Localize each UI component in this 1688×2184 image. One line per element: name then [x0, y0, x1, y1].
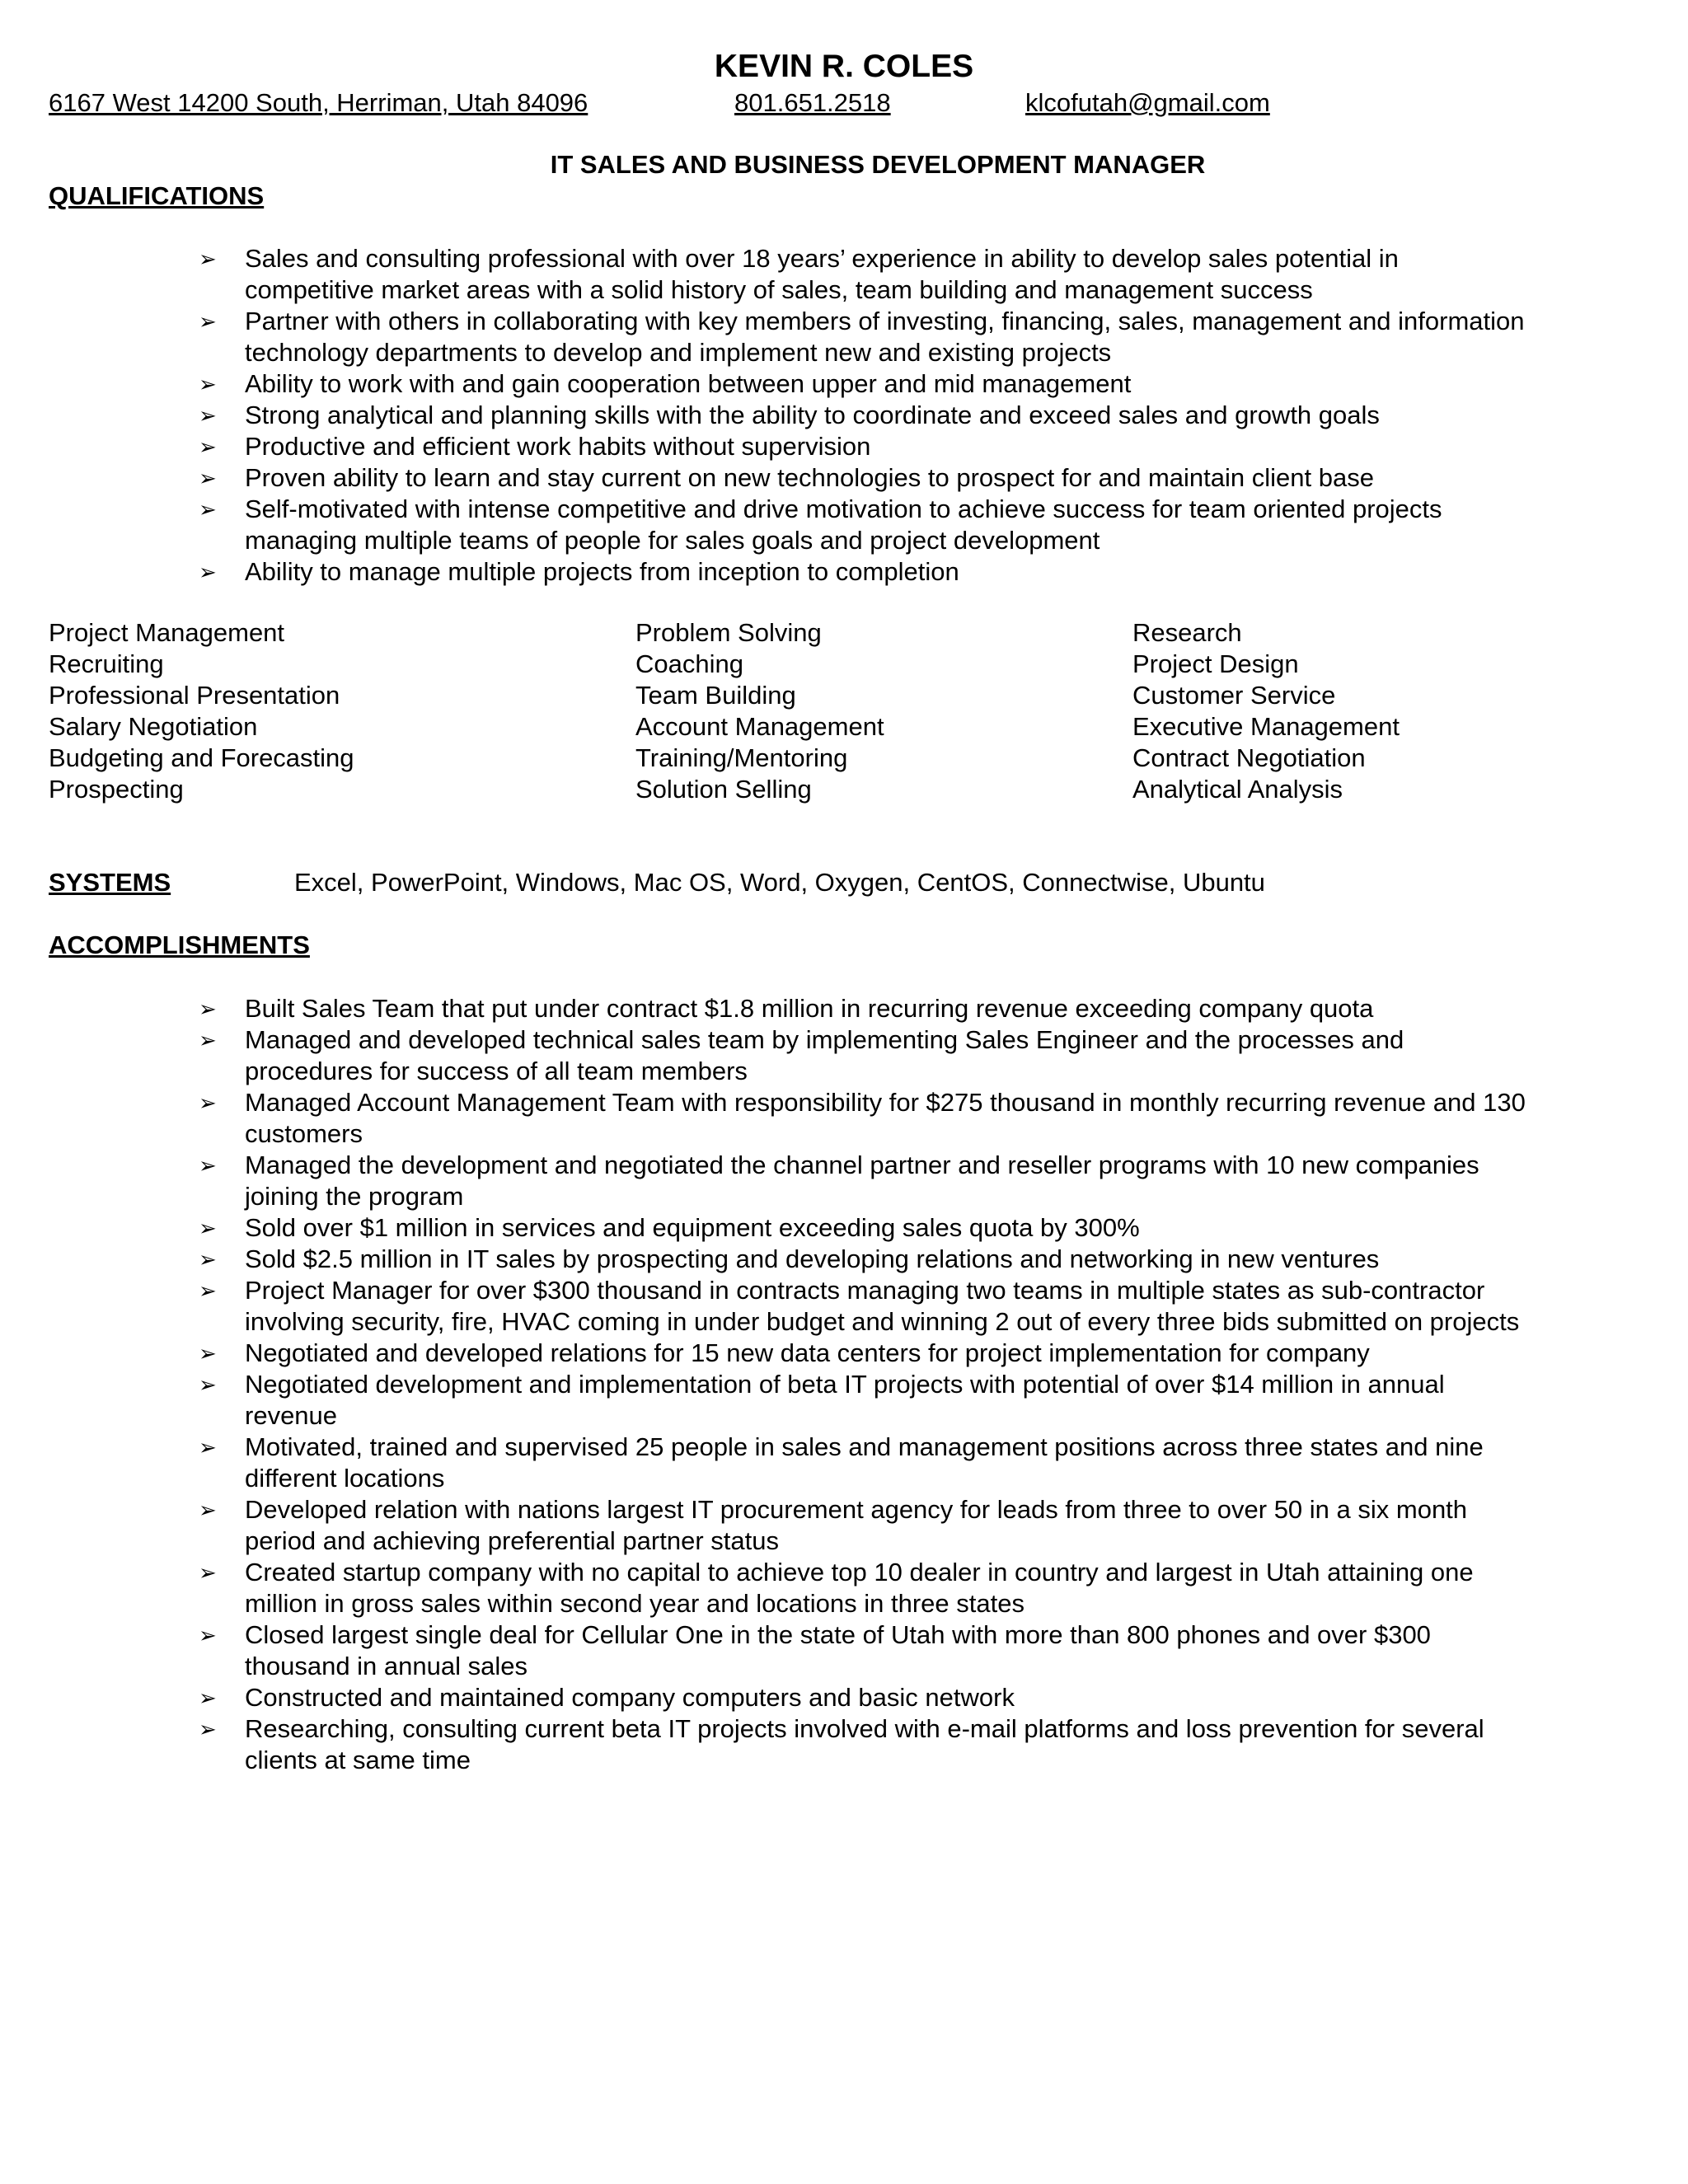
skill-item: Project Design	[1132, 649, 1299, 678]
skills-column-2	[635, 617, 884, 805]
systems-list: Excel, PowerPoint, Windows, Mac OS, Word, Oxygen, CentOS, Connectwise, Ubuntu	[294, 868, 1265, 897]
list-item: ➢ Ability to work with and gain cooperation between upper and mid management	[199, 369, 1132, 398]
list-item: ➢ Closed largest single deal for Cellular One in the state of Utah with more than 800 phones and over $300 thousand in annual sales	[199, 1620, 1431, 1680]
arrow-bullet-icon: ➢	[199, 434, 217, 459]
list-item: ➢ Built Sales Team that put under contract $1.8 million in recurring revenue exceeding company quota	[199, 994, 1374, 1023]
skill-item: Team Building	[635, 681, 796, 710]
skill-item: Executive Management	[1132, 712, 1400, 741]
arrow-bullet-icon: ➢	[199, 1717, 217, 1741]
candidate-name: KEVIN R. COLES	[714, 49, 974, 84]
list-item: ➢ Ability to manage multiple projects from inception to completion	[199, 557, 959, 586]
skill-item: Project Management	[49, 618, 285, 647]
list-item: ➢ Sold $2.5 million in IT sales by prospecting and developing relations and networking in new ventures	[199, 1244, 1380, 1273]
arrow-bullet-icon: ➢	[199, 1090, 217, 1115]
accomplishments-heading: ACCOMPLISHMENTS	[49, 930, 310, 959]
list-item: ➢ Managed the development and negotiated the channel partner and reseller programs with 10 new companies joining the program	[199, 1151, 1479, 1211]
arrow-bullet-icon: ➢	[199, 1247, 217, 1272]
list-item: ➢ Sold over $1 million in services and equipment exceeding sales quota by 300%	[199, 1213, 1140, 1242]
list-item: ➢ Constructed and maintained company computers and basic network	[199, 1683, 1015, 1712]
skills-column-1	[49, 617, 354, 805]
skill-item: Contract Negotiation	[1132, 743, 1366, 772]
arrow-bullet-icon: ➢	[199, 996, 217, 1021]
list-item: ➢ Managed and developed technical sales team by implementing Sales Engineer and the processes and procedures for success of all team members	[199, 1025, 1404, 1085]
list-item: ➢ Self-motivated with intense competitive and drive motivation to achieve success for team oriented projects managing multiple teams of people for sales goals and project development	[199, 494, 1442, 555]
skills-column-3	[1132, 617, 1400, 805]
list-item: ➢ Created startup company with no capital to achieve top 10 dealer in country and largest in Utah attaining one million in gross sales within second year and locations in three states	[199, 1558, 1474, 1618]
arrow-bullet-icon: ➢	[199, 1341, 217, 1366]
contact-phone: 801.651.2518	[734, 88, 891, 117]
arrow-bullet-icon: ➢	[199, 1497, 217, 1522]
arrow-bullet-icon: ➢	[199, 466, 217, 490]
list-item: ➢ Negotiated development and implementation of beta IT projects with potential of over $14 million in annual revenue	[199, 1370, 1445, 1430]
skill-item: Recruiting	[49, 649, 164, 678]
list-item: ➢ Researching, consulting current beta IT projects involved with e-mail platforms and loss prevention for several clients at same time	[199, 1714, 1484, 1774]
contact-address: 6167 West 14200 South, Herriman, Utah 84096	[49, 88, 588, 117]
arrow-bullet-icon: ➢	[199, 1560, 217, 1585]
list-item: ➢ Sales and consulting professional with over 18 years’ experience in ability to develop sales potential in competitive market areas with a solid history of sales, team building and management success	[199, 244, 1399, 304]
systems-heading: SYSTEMS	[49, 868, 171, 897]
arrow-bullet-icon: ➢	[199, 1028, 217, 1052]
arrow-bullet-icon: ➢	[199, 1685, 217, 1710]
list-item: ➢ Productive and efficient work habits without supervision	[199, 432, 871, 461]
arrow-bullet-icon: ➢	[199, 1372, 217, 1397]
skill-item: Problem Solving	[635, 618, 822, 647]
job-title: IT SALES AND BUSINESS DEVELOPMENT MANAGER	[550, 150, 1206, 179]
list-item: ➢ Proven ability to learn and stay current on new technologies to prospect for and maintain client base	[199, 463, 1374, 492]
skill-item: Solution Selling	[635, 775, 812, 804]
skill-item: Coaching	[635, 649, 743, 678]
arrow-bullet-icon: ➢	[199, 1153, 217, 1178]
arrow-bullet-icon: ➢	[199, 560, 217, 584]
list-item: ➢ Motivated, trained and supervised 25 people in sales and management positions across three states and nine different locations	[199, 1432, 1484, 1493]
arrow-bullet-icon: ➢	[199, 246, 217, 271]
arrow-bullet-icon: ➢	[199, 1623, 217, 1647]
list-item: ➢ Project Manager for over $300 thousand in contracts managing two teams in multiple states as sub-contractor involving security, fire, HVAC coming in under budget and winning 2 out of every three bids submitted on projects	[199, 1276, 1520, 1336]
contact-email: klcofutah@gmail.com	[1025, 88, 1270, 117]
arrow-bullet-icon: ➢	[199, 372, 217, 396]
arrow-bullet-icon: ➢	[199, 497, 217, 522]
list-item: ➢ Partner with others in collaborating with key members of investing, financing, sales, management and information technology departments to develop and implement new and existing projects	[199, 307, 1525, 367]
arrow-bullet-icon: ➢	[199, 1435, 217, 1460]
arrow-bullet-icon: ➢	[199, 1278, 217, 1303]
skill-item: Account Management	[635, 712, 884, 741]
list-item: ➢ Strong analytical and planning skills with the ability to coordinate and exceed sales and growth goals	[199, 401, 1380, 429]
skill-item: Prospecting	[49, 775, 184, 804]
arrow-bullet-icon: ➢	[199, 403, 217, 428]
accomplishments-list	[0, 993, 1531, 1776]
arrow-bullet-icon: ➢	[199, 309, 217, 334]
list-item: ➢ Developed relation with nations largest IT procurement agency for leads from three to over 50 in a six month period and achieving preferential partner status	[199, 1495, 1468, 1555]
skill-item: Professional Presentation	[49, 681, 340, 710]
list-item: ➢ Negotiated and developed relations for 15 new data centers for project implementation for company	[199, 1338, 1370, 1367]
skill-item: Customer Service	[1132, 681, 1336, 710]
skill-item: Training/Mentoring	[635, 743, 848, 772]
list-item: ➢ Managed Account Management Team with responsibility for $275 thousand in monthly recurring revenue and 130 customers	[199, 1088, 1526, 1148]
qualifications-heading: QUALIFICATIONS	[49, 181, 265, 210]
skill-item: Analytical Analysis	[1132, 775, 1343, 804]
qualifications-list	[0, 243, 1531, 588]
arrow-bullet-icon: ➢	[199, 1216, 217, 1240]
skill-item: Research	[1132, 618, 1242, 647]
skill-item: Budgeting and Forecasting	[49, 743, 354, 772]
skill-item: Salary Negotiation	[49, 712, 258, 741]
